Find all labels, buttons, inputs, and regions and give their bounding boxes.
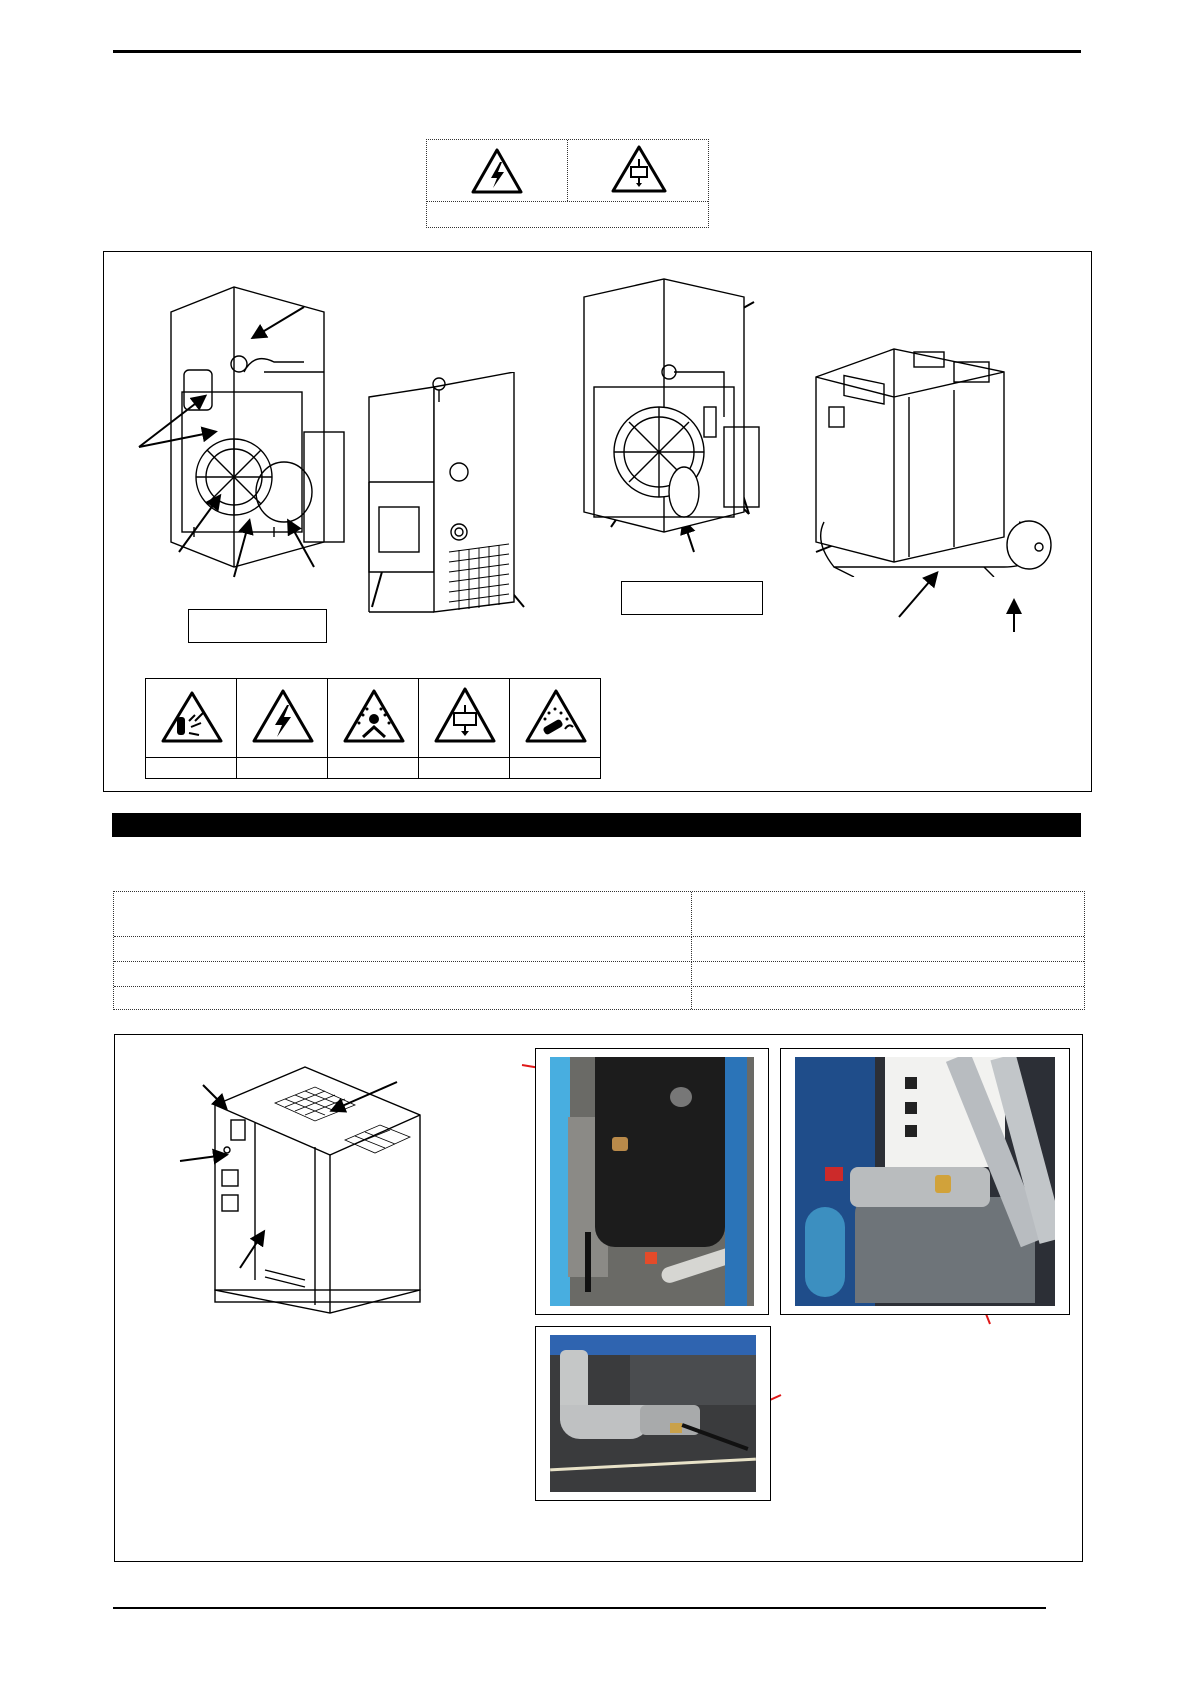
compressor-on-air-receiver-drawing — [804, 347, 1064, 577]
table-cell — [694, 892, 1082, 935]
table-cell — [114, 936, 692, 960]
compressor-maintenance-figure — [114, 1034, 1083, 1562]
drain-pipe-photo — [535, 1326, 771, 1501]
footer-rule — [113, 1607, 1046, 1609]
pressurized-air-spray-warning-icon — [343, 689, 405, 743]
table-cell — [694, 961, 1082, 985]
table-cell — [114, 892, 692, 935]
warning-symbol-box — [426, 139, 709, 228]
hoisting-load-warning-icon — [434, 687, 496, 743]
info-table — [113, 891, 1085, 1010]
section-heading-bar — [112, 813, 1081, 837]
refrigeration-dryer-side-view-drawing — [354, 372, 534, 622]
electric-shock-warning-icon — [252, 689, 314, 743]
pressure-vessel-explosion-warning-icon — [161, 691, 223, 743]
refrigeration-dryer-2-open-view-drawing — [574, 277, 784, 537]
table-row — [114, 986, 1084, 1009]
safety-symbols-strip — [145, 678, 601, 779]
warning-box-caption — [431, 204, 703, 224]
diagram-label-1 — [188, 609, 327, 643]
table-row — [114, 961, 1084, 987]
separator-valve-photo — [780, 1048, 1070, 1315]
header-rule — [113, 50, 1081, 53]
dryer-compressor-figure — [103, 251, 1092, 792]
electric-shock-warning-icon — [471, 148, 523, 194]
table-cell — [694, 986, 1082, 1009]
diagram-label-2 — [621, 581, 763, 615]
air-receiver-tank-photo — [535, 1048, 769, 1315]
table-cell — [114, 986, 692, 1009]
table-row — [114, 892, 1084, 937]
table-row — [114, 936, 1084, 962]
table-cell — [114, 961, 692, 985]
hoisting-load-warning-icon — [611, 145, 667, 193]
pressurized-cylinder-venting-warning-icon — [525, 689, 587, 743]
table-cell — [694, 936, 1082, 960]
